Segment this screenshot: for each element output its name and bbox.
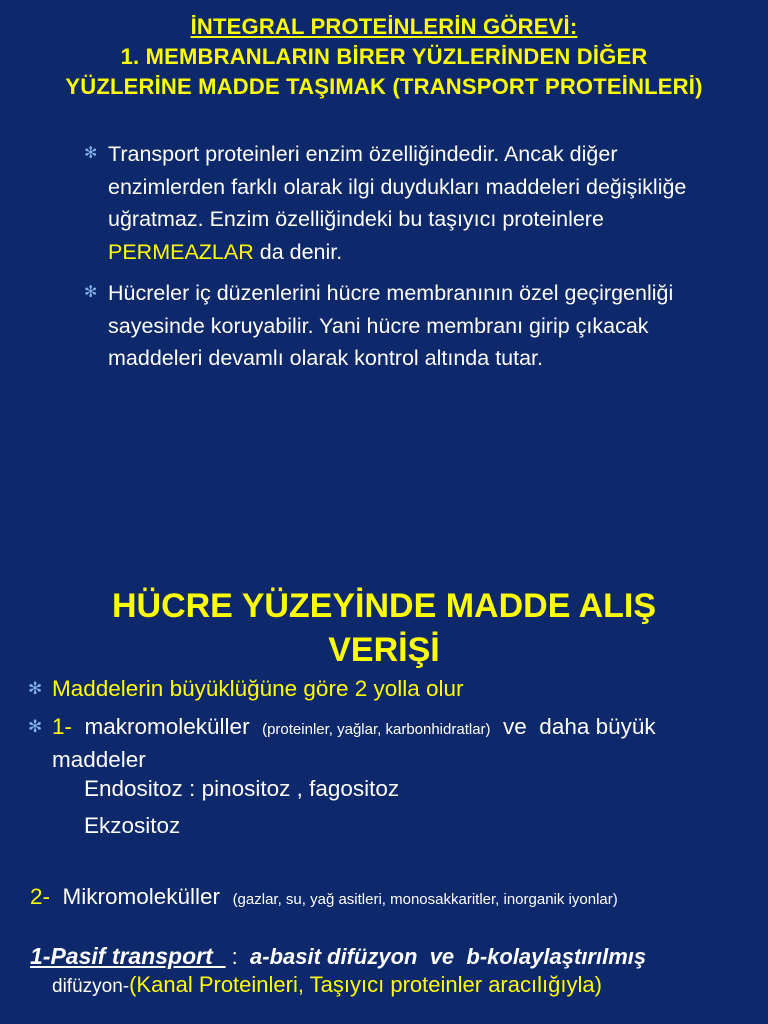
passive-transport-heading: 1-Pasif transport	[30, 943, 226, 969]
micro-number: 2-	[30, 884, 51, 909]
title-line-3: YÜZLERİNE MADDE TAŞIMAK (TRANSPORT PROTEİNLERİ)	[65, 74, 703, 99]
passive-transport-item	[30, 942, 750, 1001]
title-line-1: İNTEGRAL PROTEİNLERİN GÖREVİ:	[190, 14, 578, 39]
asterisk-bullet-icon: ✻	[84, 284, 98, 301]
title-line-2: 1. MEMBRANLARIN BİRER YÜZLERİNDEN DİĞER	[120, 44, 648, 69]
item-2-paren: (proteinler, yağlar, karbonhidratlar)	[262, 721, 491, 738]
passive-a-letter: a	[250, 944, 263, 969]
passive-line-2-start: difüzyon-	[52, 976, 130, 997]
micro-paren: (gazlar, su, yağ asitleri, monosakkaritler, inorganik iyonlar)	[232, 891, 618, 908]
permeazlar-highlight: PERMEAZLAR	[108, 239, 254, 264]
ekzositoz-line: Ekzositoz	[84, 813, 181, 838]
asterisk-bullet-icon: ✻	[28, 679, 43, 698]
bullet-1-end: da denir.	[253, 239, 343, 264]
micromolecules-item	[30, 884, 740, 910]
bullet-two-ways	[28, 674, 748, 704]
item-2-number: 1-	[52, 714, 73, 739]
slide-title	[0, 12, 768, 102]
section-title	[0, 584, 768, 672]
bullet-macromolecules	[28, 712, 748, 775]
bullet-1-text: Transport proteinleri enzim özelliğindedir. Ancak diğer enzimlerden farklı olarak ilgi duydukları maddeleri değişikliğe uğratmaz. Enzim özelliğindeki bu taşıyıcı proteinlere	[108, 142, 687, 231]
bullet-membrane-permeability	[84, 277, 724, 375]
asterisk-bullet-icon: ✻	[84, 145, 98, 162]
bullet-transport-proteins	[84, 138, 724, 268]
passive-a-text: -basit difüzyon ve b-kolaylaştırılmış	[262, 944, 647, 969]
item-2-text: makromoleküller	[72, 714, 263, 739]
item-1-text: Maddelerin büyüklüğüne göre 2 yolla olur	[52, 676, 464, 701]
asterisk-bullet-icon: ✻	[28, 717, 43, 736]
top-bullet-list	[84, 138, 724, 384]
section-title-line-1: HÜCRE YÜZEYİNDE MADDE ALIŞ	[111, 587, 657, 625]
channel-proteins-note: (Kanal Proteinleri, Taşıyıcı proteinler aracılığıyla)	[129, 972, 602, 997]
bullet-2-text: Hücreler iç düzenlerini hücre membranının özel geçirgenliği sayesinde koruyabilir. Yani hücre membranı girip çıkacak maddeleri devamlı olarak kontrol altında tutar.	[108, 281, 674, 370]
micro-text: Mikromoleküller	[50, 884, 233, 909]
section-title-line-2: VERİŞİ	[328, 631, 440, 669]
item-2-rest: ve daha büyük maddeler	[52, 714, 662, 772]
endositoz-line: Endositoz : pinositoz , fagositoz	[84, 776, 400, 801]
bottom-bullet-list	[28, 674, 748, 775]
passive-colon: :	[225, 944, 250, 969]
